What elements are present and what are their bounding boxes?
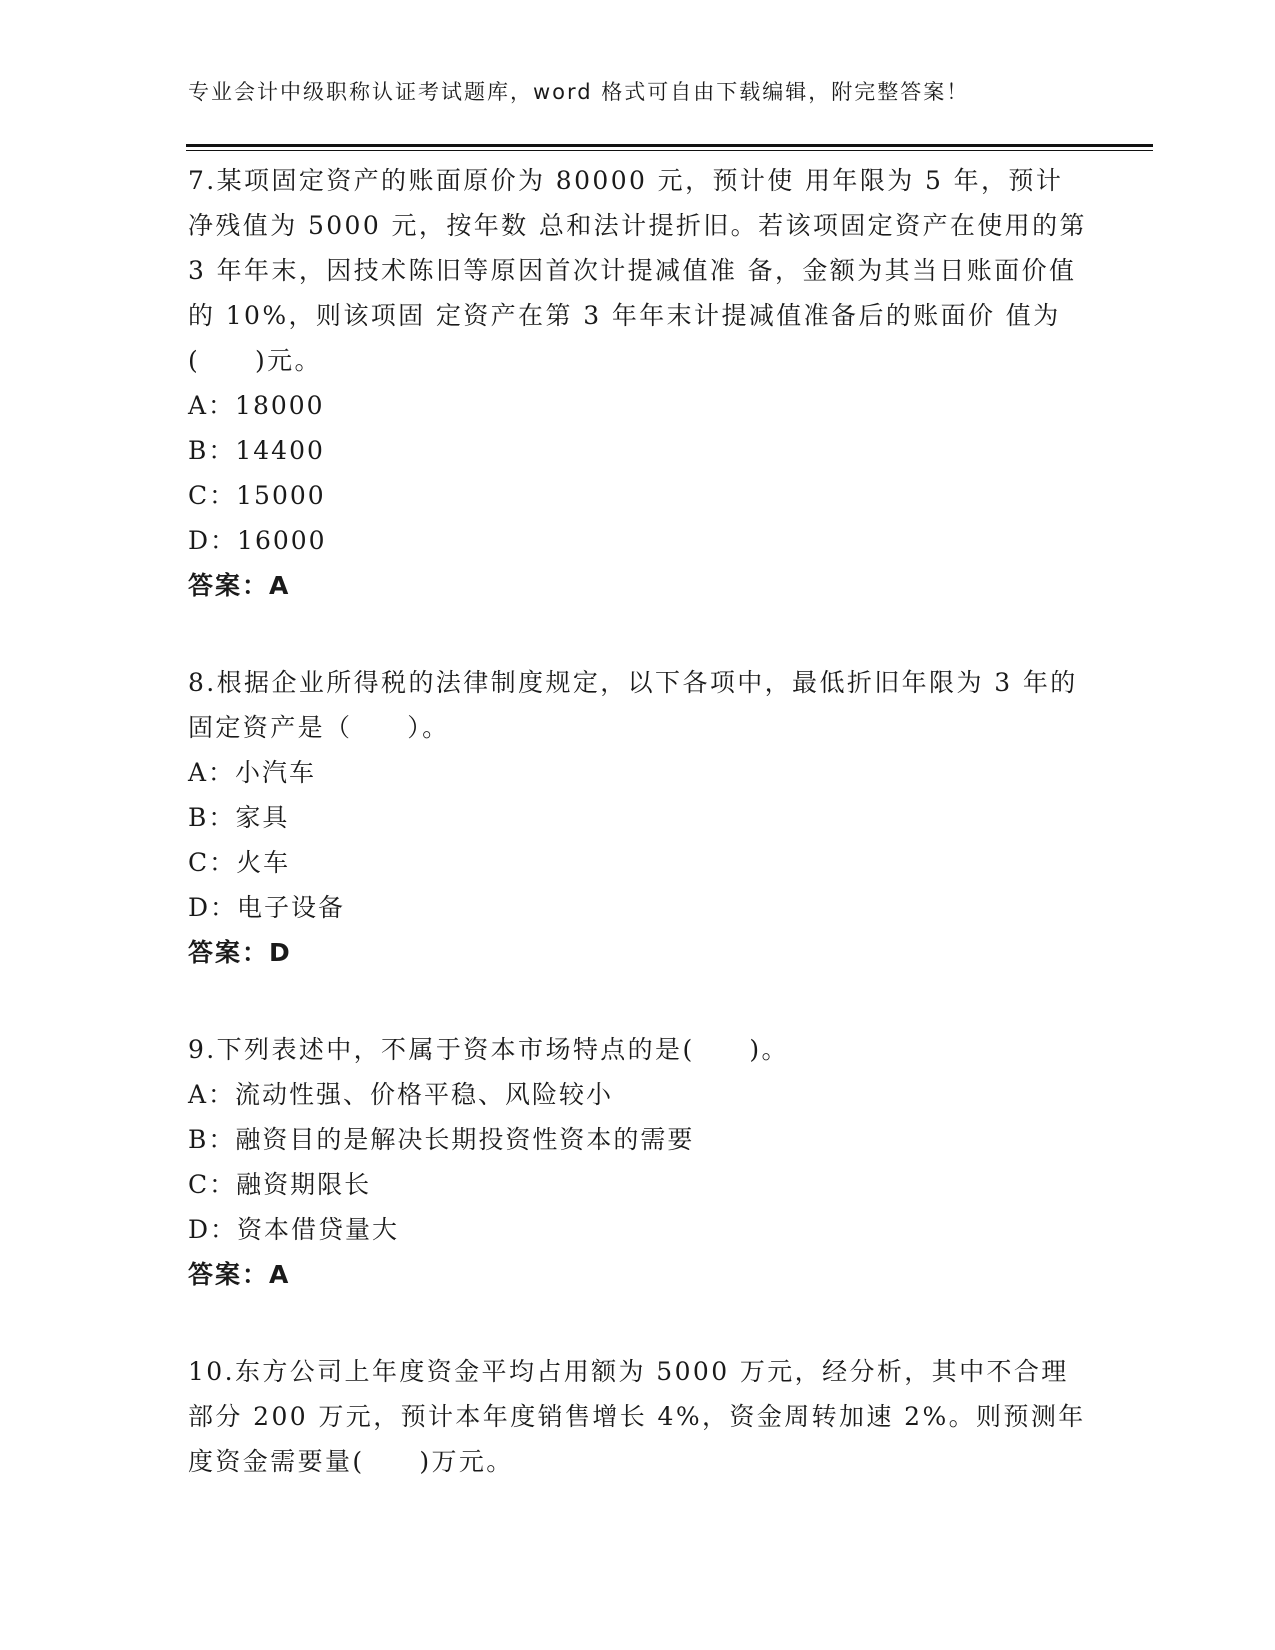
option-a: A：18000 bbox=[188, 391, 325, 420]
question-7 bbox=[188, 158, 1088, 608]
answer: 答案：A bbox=[188, 571, 291, 600]
header-rule-thin bbox=[186, 150, 1153, 151]
question-stem: 9.下列表述中，不属于资本市场特点的是( )。 bbox=[188, 1035, 789, 1064]
question-8 bbox=[188, 660, 1088, 975]
option-d: D：16000 bbox=[188, 526, 327, 555]
document-header: 专业会计中级职称认证考试题库，word 格式可自由下载编辑，附完整答案！ bbox=[188, 80, 970, 104]
question-stem: 8.根据企业所得税的法律制度规定，以下各项中，最低折旧年限为 3 年的固定资产是（ ）。 bbox=[188, 668, 1078, 742]
answer: 答案：A bbox=[188, 1260, 291, 1289]
option-b: B：14400 bbox=[188, 436, 325, 465]
option-d: D：资本借贷量大 bbox=[188, 1215, 400, 1244]
option-c: C：融资期限长 bbox=[188, 1170, 372, 1199]
answer: 答案：D bbox=[188, 938, 292, 967]
option-b: B：家具 bbox=[188, 803, 290, 832]
option-c: C：火车 bbox=[188, 848, 291, 877]
question-stem: 10.东方公司上年度资金平均占用额为 5000 万元，经分析，其中不合理部分 200 万元，预计本年度销售增长 4%，资金周转加速 2%。则预测年度资金需要量( )万元。 bbox=[188, 1357, 1086, 1476]
option-d: D：电子设备 bbox=[188, 893, 346, 922]
header-rule-thick bbox=[186, 144, 1153, 147]
question-list bbox=[188, 158, 1088, 1536]
question-stem: 7.某项固定资产的账面原价为 80000 元，预计使 用年限为 5 年，预计净残值为 5000 元，按年数 总和法计提折旧。若该项固定资产在使用的第 3 年年末，因技术陈旧等原因首次计提减值准 备，金额为其当日账面价值的 10%，则该项固 定资产在第 3 年年末计提减值准备后的账面价 值为( )元。 bbox=[188, 166, 1087, 375]
option-c: C：15000 bbox=[188, 481, 326, 510]
option-a: A：小汽车 bbox=[188, 758, 317, 787]
question-9 bbox=[188, 1027, 1088, 1297]
question-10 bbox=[188, 1349, 1088, 1484]
option-b: B：融资目的是解决长期投资性资本的需要 bbox=[188, 1125, 695, 1154]
option-a: A：流动性强、价格平稳、风险较小 bbox=[188, 1080, 614, 1109]
